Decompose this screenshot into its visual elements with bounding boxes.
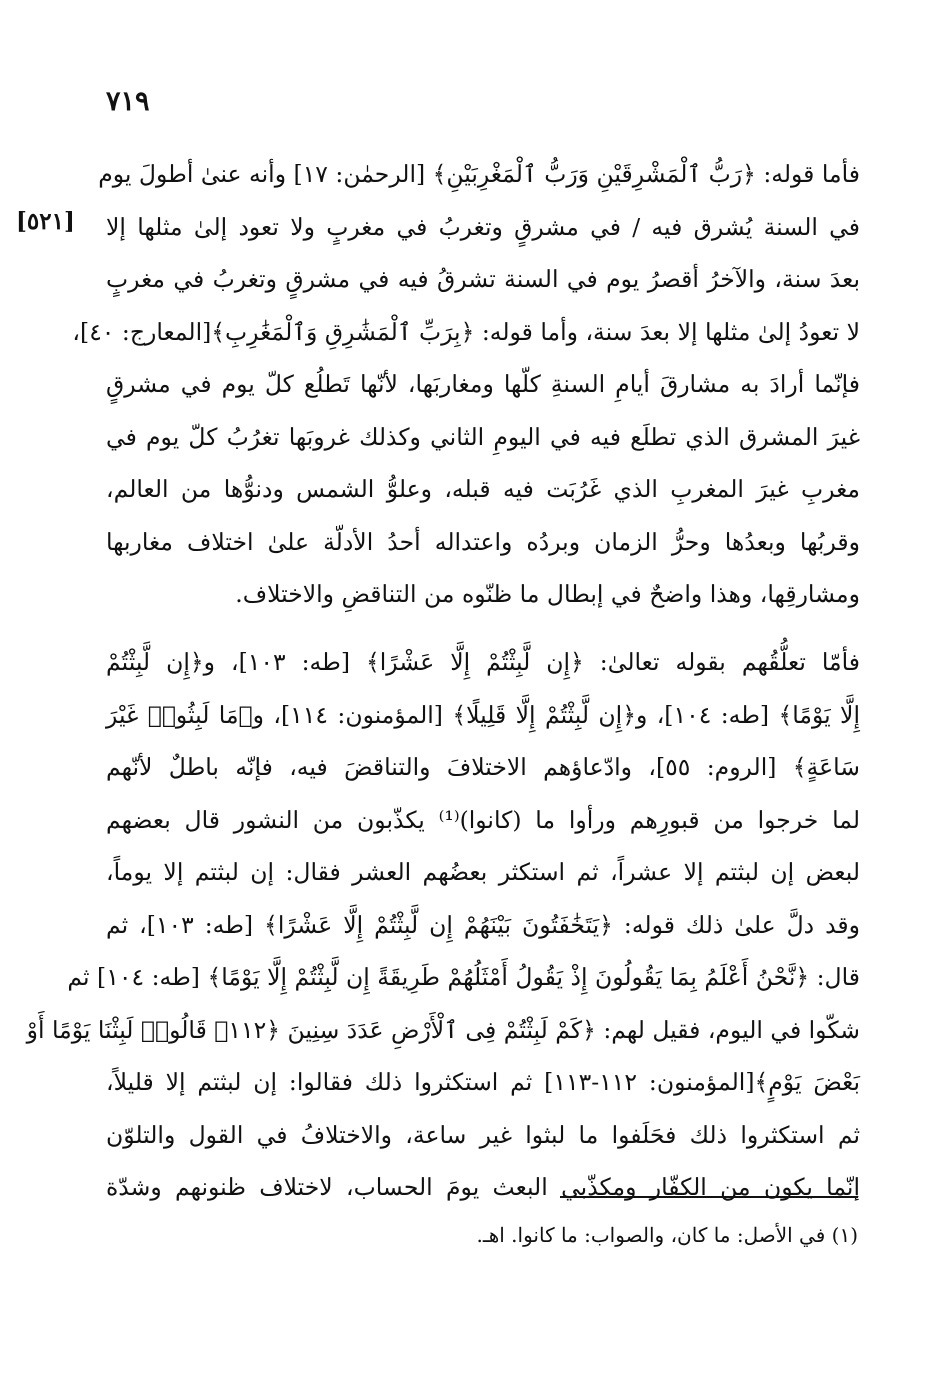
text-line: فإنّما أرادَ به مشارقَ أيامِ السنةِ كلّها ومغاربَها، لأنّها تَطلُع كلّ يوم في مشرقٍ [106, 370, 860, 398]
text-line: بَعْضَ يَوْمٍ﴾[المؤمنون: ١١٢-١١٣] ثم استكثروا ذلك فقالوا: إن لبثتم إلا قليلاً، [106, 1068, 861, 1096]
text-line: سَاعَةٍ﴾ [الروم: ٥٥]، وادّعاؤهم الاختلافَ والتناقضَ فيه، فإنّه باطلٌ لأنّهم [106, 753, 860, 781]
text-line: فأمّا تعلُّقُهم بقوله تعالىٰ: ﴿إِن لَّبِثْتُمْ إِلَّا عَشْرًا﴾ [طه: ١٠٣]، و﴿إِن لَّبِثْتُمْ [106, 648, 860, 676]
text-line: لما خرجوا من قبورِهم ورأوا ما (كانوا)⁽¹⁾ يكذّبون من النشور قال بعضهم [106, 805, 860, 834]
text-line: بعدَ سنة، والآخرُ أقصرُ يوم في السنة تشرقُ فيه في مشرقٍ وتغربُ في مغربٍ [106, 265, 860, 293]
text-line: ثم استكثروا ذلك فحَلَفوا ما لبثوا غير ساعة، والاختلافُ في القول والتلوّن [106, 1120, 860, 1149]
text-line: غيرَ المشرق الذي تطلَع فيه في اليومِ الثاني وكذلك غروبَها تغرُبُ كلّ يوم في [106, 422, 860, 451]
text-line: قال: ﴿نَّحْنُ أَعْلَمُ بِمَا يَقُولُونَ إِذْ يَقُولُ أَمْثَلُهُمْ طَرِيقَةً إِن لَّبِثْتُمْ إِلَّا يَوْمًا﴾ [طه: ١٠٤] ثم [67, 963, 860, 991]
margin-reference: [٥٢١] [16, 208, 75, 235]
text-line: مغربِ غيرَ المغربِ الذي غَرُبَت فيه قبله، وعلوُّ الشمس ودنوُّها من العالم، [106, 475, 860, 503]
text-line: وقد دلَّ علىٰ ذلك قوله: ﴿يَتَخَٰفَتُونَ بَيْنَهُمْ إِن لَّبِثْتُمْ إِلَّا عَشْرًا﴾ [طه: ١٠٣]، ثم [106, 910, 861, 939]
text-line: لا تعودُ إلىٰ مثلها إلا بعدَ سنة، وأما قوله: ﴿بِرَبِّ ٱلْمَشَٰرِقِ وَٱلْمَغَٰرِبِ﴾[المعارج: ٤٠]، [72, 317, 860, 346]
paragraph-1 [72, 148, 860, 621]
footnote-separator [560, 1196, 858, 1198]
paragraph-2 [26, 636, 861, 1214]
text-line: ومشارقِها، وهذا واضحٌ في إبطال ما ظنّوه من التناقضِ والاختلاف. [235, 580, 860, 608]
text-line: وقربُها وبعدُها وحرُّ الزمان وبردُه واعتداله أحدُ الأدلّة علىٰ اختلاف مغاربها [106, 527, 860, 556]
text-line: لبعض إن لبثتم إلا عشراً، ثم استكثر بعضُهم العشر فقال: إن لبثتم إلا يوماً، [106, 858, 860, 886]
page-number: ٧١٩ [106, 86, 150, 117]
text-line: إِلَّا يَوْمًا﴾ [طه: ١٠٤]، و﴿إِن لَّبِثْتُمْ إِلَّا قَلِيلًا﴾ [المؤمنون: ١١٤]، و﴿مَا لَبِثُوا۟ غَيْرَ [106, 700, 860, 729]
text-line: فأما قوله: ﴿رَبُّ ٱلْمَشْرِقَيْنِ وَرَبُّ ٱلْمَغْرِبَيْنِ﴾ [الرحمٰن: ١٧] وأنه عنىٰ أطولَ يوم [98, 160, 860, 188]
text-line: إنّما يكون من الكفّار ومكذّبي البعث يومَ الحساب، لاختلاف ظنونهم وشدّة [106, 1173, 860, 1201]
text-line: في السنة يُشرق فيه / في مشرقٍ وتغربُ في مغربٍ ولا تعود إلىٰ مثلها إلا [106, 212, 860, 241]
text-line: شكّوا في اليوم، فقيل لهم: ﴿كَمْ لَبِثْتُمْ فِى ٱلْأَرْضِ عَدَدَ سِنِينَ ﴿١١٢﴾ قَالُوا۟ لَبِثْنَا يَوْمًا أَوْ [26, 1015, 860, 1044]
footnote: (١) في الأصل: ما كان، والصواب: ما كانوا. اهـ. [476, 1223, 858, 1247]
